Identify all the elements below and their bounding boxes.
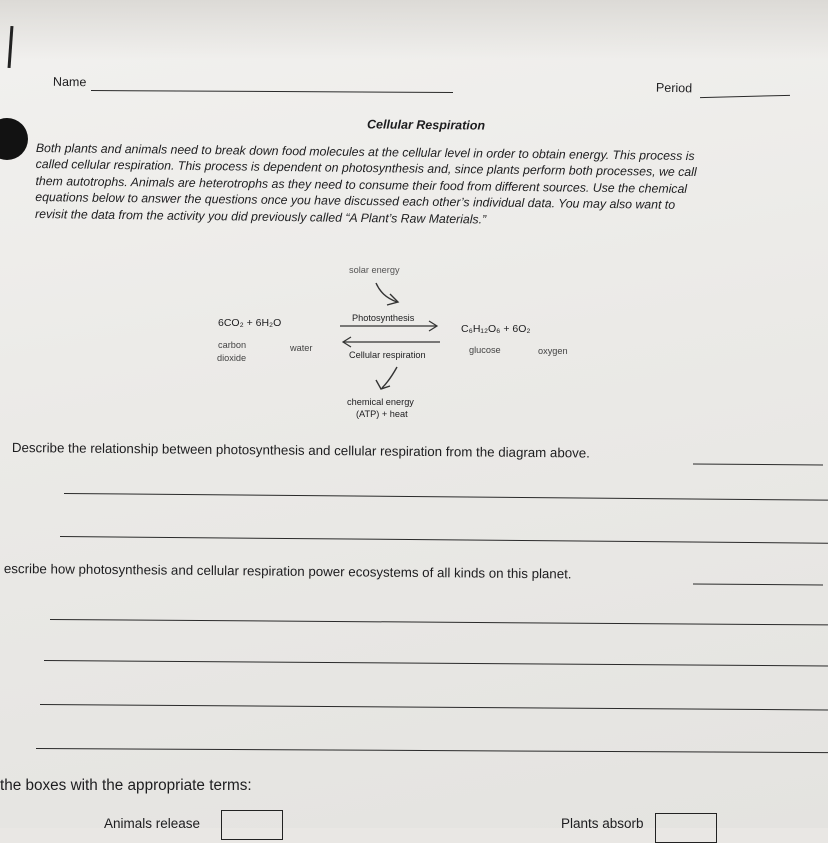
answer-line-6[interactable] [44, 660, 828, 666]
intro-line: Both plants and animals need to break down food molecules at the cellular level in order to obtain energy. This process is [35, 140, 695, 164]
page-title: Cellular Respiration [366, 117, 486, 133]
answer-line-5[interactable] [50, 619, 828, 625]
chemical-energy-arrow-icon [372, 364, 402, 394]
page-shadow [0, 0, 828, 60]
name-label: Name [52, 74, 87, 90]
question-1-prompt: Describe the relationship between photosynthesis and cellular respiration from the diagram above. [11, 440, 590, 461]
intro-line: revisit the data from the activity you did previously called “A Plant’s Raw Materials.” [35, 206, 487, 227]
animals-release-label: Animals release [104, 816, 201, 831]
name-field[interactable] [91, 90, 453, 93]
period-field[interactable] [700, 95, 790, 98]
reactants-formula: 6CO₂ + 6H₂O [218, 317, 282, 329]
intro-line: them autotrophs. Animals are heterotrophs as they need to consume their food from different sources. Use the chemical [35, 173, 688, 196]
answer-line-1[interactable] [693, 464, 823, 466]
water-label: water [290, 343, 313, 353]
period-label: Period [655, 80, 693, 96]
boxes-instruction: the boxes with the appropriate terms: [0, 777, 252, 794]
solar-energy-arrow-icon [370, 280, 406, 312]
chemical-energy-label-line1: chemical energy [347, 397, 414, 407]
glucose-label: glucose [469, 345, 501, 355]
intro-paragraph [35, 140, 826, 232]
question-2-prompt: escribe how photosynthesis and cellular respiration power ecosystems of all kinds on this planet. [3, 561, 572, 582]
binder-hole [0, 118, 28, 160]
intro-line: equations below to answer the questions once you have discussed each other’s individual data. You may also want to [35, 190, 676, 213]
animals-release-box[interactable] [221, 810, 283, 840]
products-formula: C₆H₁₂O₆ + 6O₂ [461, 323, 531, 335]
plants-absorb-label: Plants absorb [561, 816, 644, 831]
answer-line-3[interactable] [60, 536, 828, 544]
oxygen-label: oxygen [538, 346, 568, 356]
carbon-dioxide-label-line1: carbon [218, 340, 247, 350]
solar-energy-label: solar energy [349, 265, 400, 275]
photosynthesis-label: Photosynthesis [352, 313, 415, 323]
answer-line-4[interactable] [693, 584, 823, 586]
plants-absorb-box[interactable] [655, 813, 717, 843]
chemical-energy-label-line2: (ATP) + heat [356, 409, 408, 419]
reaction-arrows-icon [338, 318, 442, 352]
intro-line: called cellular respiration. This process is dependent on photosynthesis and, since plants perform both processes, we call [35, 157, 697, 180]
cellular-respiration-label: Cellular respiration [349, 350, 426, 360]
answer-line-7[interactable] [40, 704, 828, 711]
answer-line-8[interactable] [36, 748, 828, 753]
answer-line-2[interactable] [64, 493, 828, 501]
carbon-dioxide-label-line2: dioxide [217, 353, 247, 363]
